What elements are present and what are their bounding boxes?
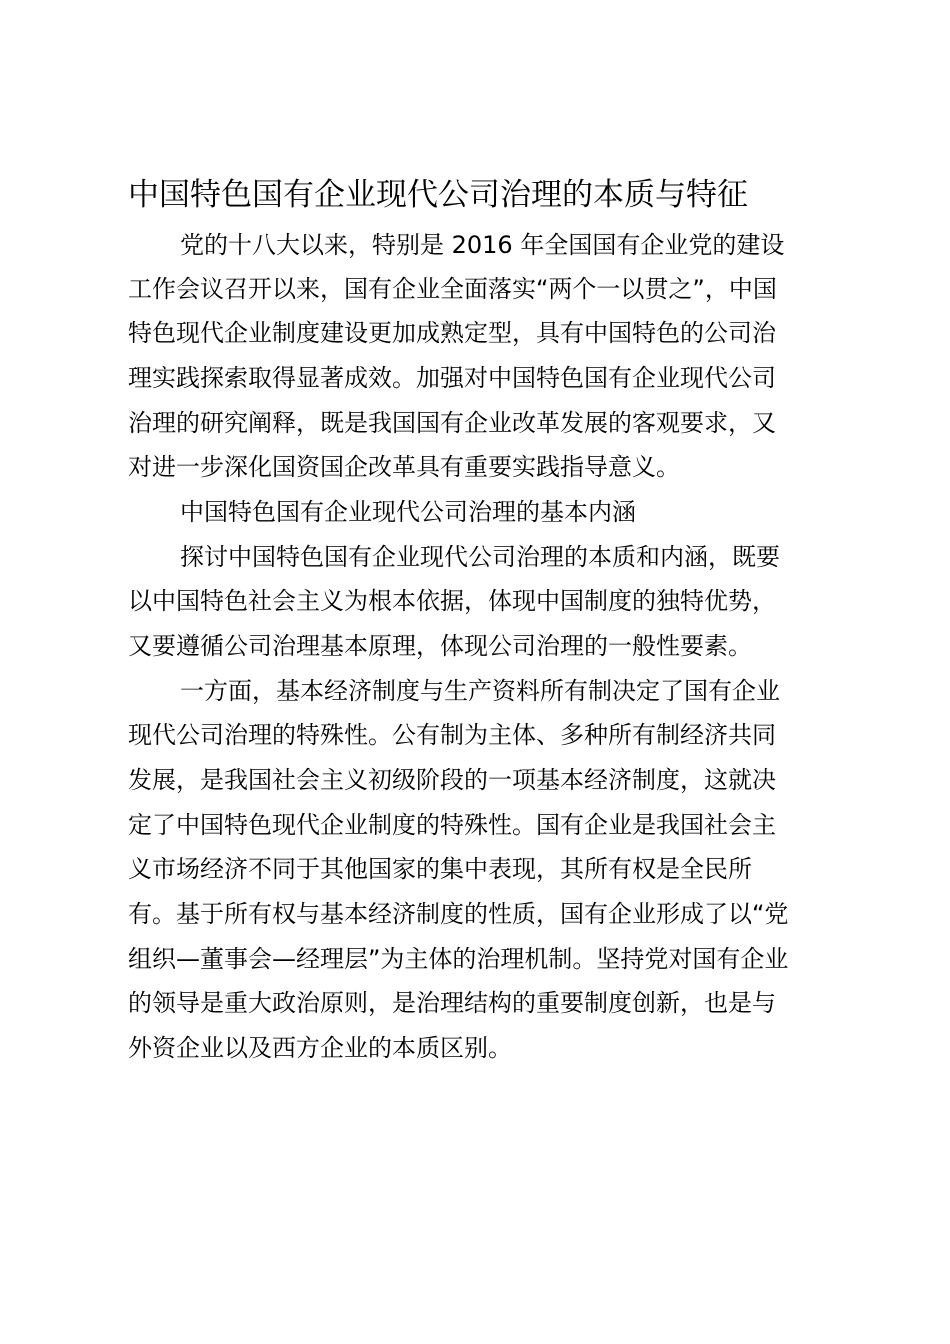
paragraph-line: 一方面，基本经济制度与生产资料所有制决定了国有企业 [180,677,780,705]
paragraph-line: 治理的研究阐释，既是我国国有企业改革发展的客观要求，又 [128,409,776,437]
section-heading: 中国特色国有企业现代公司治理的基本内涵 [180,498,636,526]
paragraph-line: 探讨中国特色国有企业现代公司治理的本质和内涵，既要 [180,543,780,571]
paragraph-line: 发展，是我国社会主义初级阶段的一项基本经济制度，这就决 [128,766,776,794]
paragraph-line: 义市场经济不同于其他国家的集中表现，其所有权是全民所 [128,855,752,883]
paragraph-line: 有。基于所有权与基本经济制度的性质，国有企业形成了以“党 [128,900,789,928]
paragraph-line: 现代公司治理的特殊性。公有制为主体、多种所有制经济共同 [128,721,776,749]
paragraph-line: 对进一步深化国资国企改革具有重要实践指导意义。 [128,453,680,481]
paragraph-line: 以中国特色社会主义为根本依据，体现中国制度的独特优势， [128,587,776,615]
paragraph-line: 又要遵循公司治理基本原理，体现公司治理的一般性要素。 [128,632,752,660]
paragraph-line: 定了中国特色现代企业制度的特殊性。国有企业是我国社会主 [128,811,776,839]
paragraph-line: 工作会议召开以来，国有企业全面落实“两个一以贯之”，中国 [128,275,777,303]
paragraph-line: 外资企业以及西方企业的本质区别。 [128,1034,512,1062]
paragraph-line: 的领导是重大政治原则，是治理结构的重要制度创新，也是与 [128,989,776,1017]
paragraph-line: 党的十八大以来，特别是 2016 年全国国有企业党的建设 [180,231,785,259]
paragraph-line: 组织—董事会—经理层”为主体的治理机制。坚持党对国有企业 [128,945,789,973]
document-title: 中国特色国有企业现代公司治理的本质与特征 [128,177,748,213]
paragraph-line: 特色现代企业制度建设更加成熟定型，具有中国特色的公司治 [128,319,776,347]
paragraph-line: 理实践探索取得显著成效。加强对中国特色国有企业现代公司 [128,364,776,392]
